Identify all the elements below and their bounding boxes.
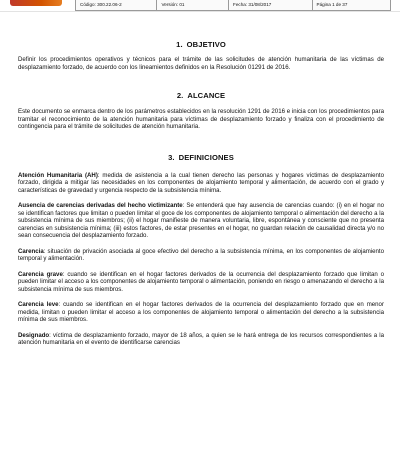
document-control-header xyxy=(75,0,391,11)
definition-designado xyxy=(18,332,384,347)
definition-term: Carencia leve xyxy=(18,301,59,308)
document-date: Fecha: 31/08/2017 xyxy=(229,0,312,10)
document-version: Versión: 01 xyxy=(157,0,229,10)
section-title: OBJETIVO xyxy=(186,40,226,49)
section-heading-objetivo xyxy=(18,40,384,49)
definition-text: : cuando se identifican en el hogar factores derivados de la ocurrencia del desplazamiento forzado que limitan o pueden limitar el acceso a los componentes de alojamiento temporal o alimentación, poniendo en riesgo o amenazando el derecho a la subsistencia mínima de sus miembros. xyxy=(18,270,385,293)
definition-term: Carencia xyxy=(18,247,44,255)
header-divider xyxy=(0,11,400,12)
definition-carencia xyxy=(18,248,384,263)
document-body xyxy=(18,40,384,347)
section-title: DEFINICIONES xyxy=(178,152,234,162)
section-heading-alcance xyxy=(18,91,384,100)
definition-atencion-humanitaria xyxy=(18,172,384,195)
definition-text: : medida de asistencia a la cual tienen derecho las personas y hogares víctimas de desplazamiento forzado, dirigida a mitigar las necesidades en los componentes de alojamiento temporal y alimentación, de acuerdo con el grado y características de gravedad y urgencia respecto de la subsistencia mínima. xyxy=(18,171,384,194)
definition-term: Designado xyxy=(18,331,50,339)
section-title: ALCANCE xyxy=(187,91,226,100)
definition-text: : cuando se identifican en el hogar factores derivados de la ocurrencia del desplazamiento forzado que en menor medida, limitan o pueden limitar el acceso a los componentes de alojamiento temporal o alimentación del derecho a la subsistencia mínima de sus miembros. xyxy=(18,301,384,323)
definition-term: Carencia grave xyxy=(18,270,63,278)
section-number: 2. xyxy=(176,91,184,100)
page-number: Página 1 de 37 xyxy=(316,2,348,7)
definition-text: : Se entenderá que hay ausencia de carencias cuando: (i) en el hogar no se identifican factores que limitan o pueden limitar el goce de los componentes de alojamiento temporal o alimentación del derecho a la subsistencia mínima de sus miembros; (ii) el hogar manifieste de manera voluntaria, libre, espontánea y consciente que no presenta carencias en subsistencia mínima; (iii) estos factores, de estar presentes en el hogar, no guardan relación de causalidad directa y/o no sean consecuencia del desplazamiento forzado. xyxy=(18,202,384,239)
definition-ausencia-carencias xyxy=(18,202,384,240)
section-number: 1. xyxy=(176,40,183,49)
institution-logo xyxy=(10,0,62,6)
definition-term: Ausencia de carencias derivadas del hecho victimizante xyxy=(18,202,183,209)
section-number: 3. xyxy=(168,152,175,162)
definition-carencia-leve xyxy=(18,301,384,324)
document-code: Código: 300.22.06-2 xyxy=(76,0,157,10)
section-heading-definiciones xyxy=(18,153,384,162)
definition-term: Atención Humanitaria (AH) xyxy=(18,171,98,179)
section-paragraph-objetivo: Definir los procedimientos operativos y técnicos para el trámite de las solicitudes de atención humanitaria de las víctimas de desplazamiento forzado, de acuerdo con los lineamientos definidos en la Resolución 01291 de 2016. xyxy=(18,56,384,71)
definition-carencia-grave xyxy=(18,271,384,294)
definition-text: : víctima de desplazamiento forzado, mayor de 18 años, a quien se le hará entrega de los recursos correspondientes a la atención humanitaria en el evento de identificarse carencias xyxy=(18,331,384,346)
section-paragraph-alcance: Este documento se enmarca dentro de los parámetros establecidos en la resolución 1291 de 2016 e inicia con los procedimientos para tramitar el reconocimiento de la atención humanitaria para víctimas de desplazamiento forzado y finaliza con el procedimiento de contingencia para el trámite de solicitudes de atención humanitaria. xyxy=(18,108,384,130)
definition-text: : situación de privación asociada al goce efectivo del derecho a la subsistencia mínima, en los componentes de alojamiento temporal y alimentación. xyxy=(18,247,384,262)
